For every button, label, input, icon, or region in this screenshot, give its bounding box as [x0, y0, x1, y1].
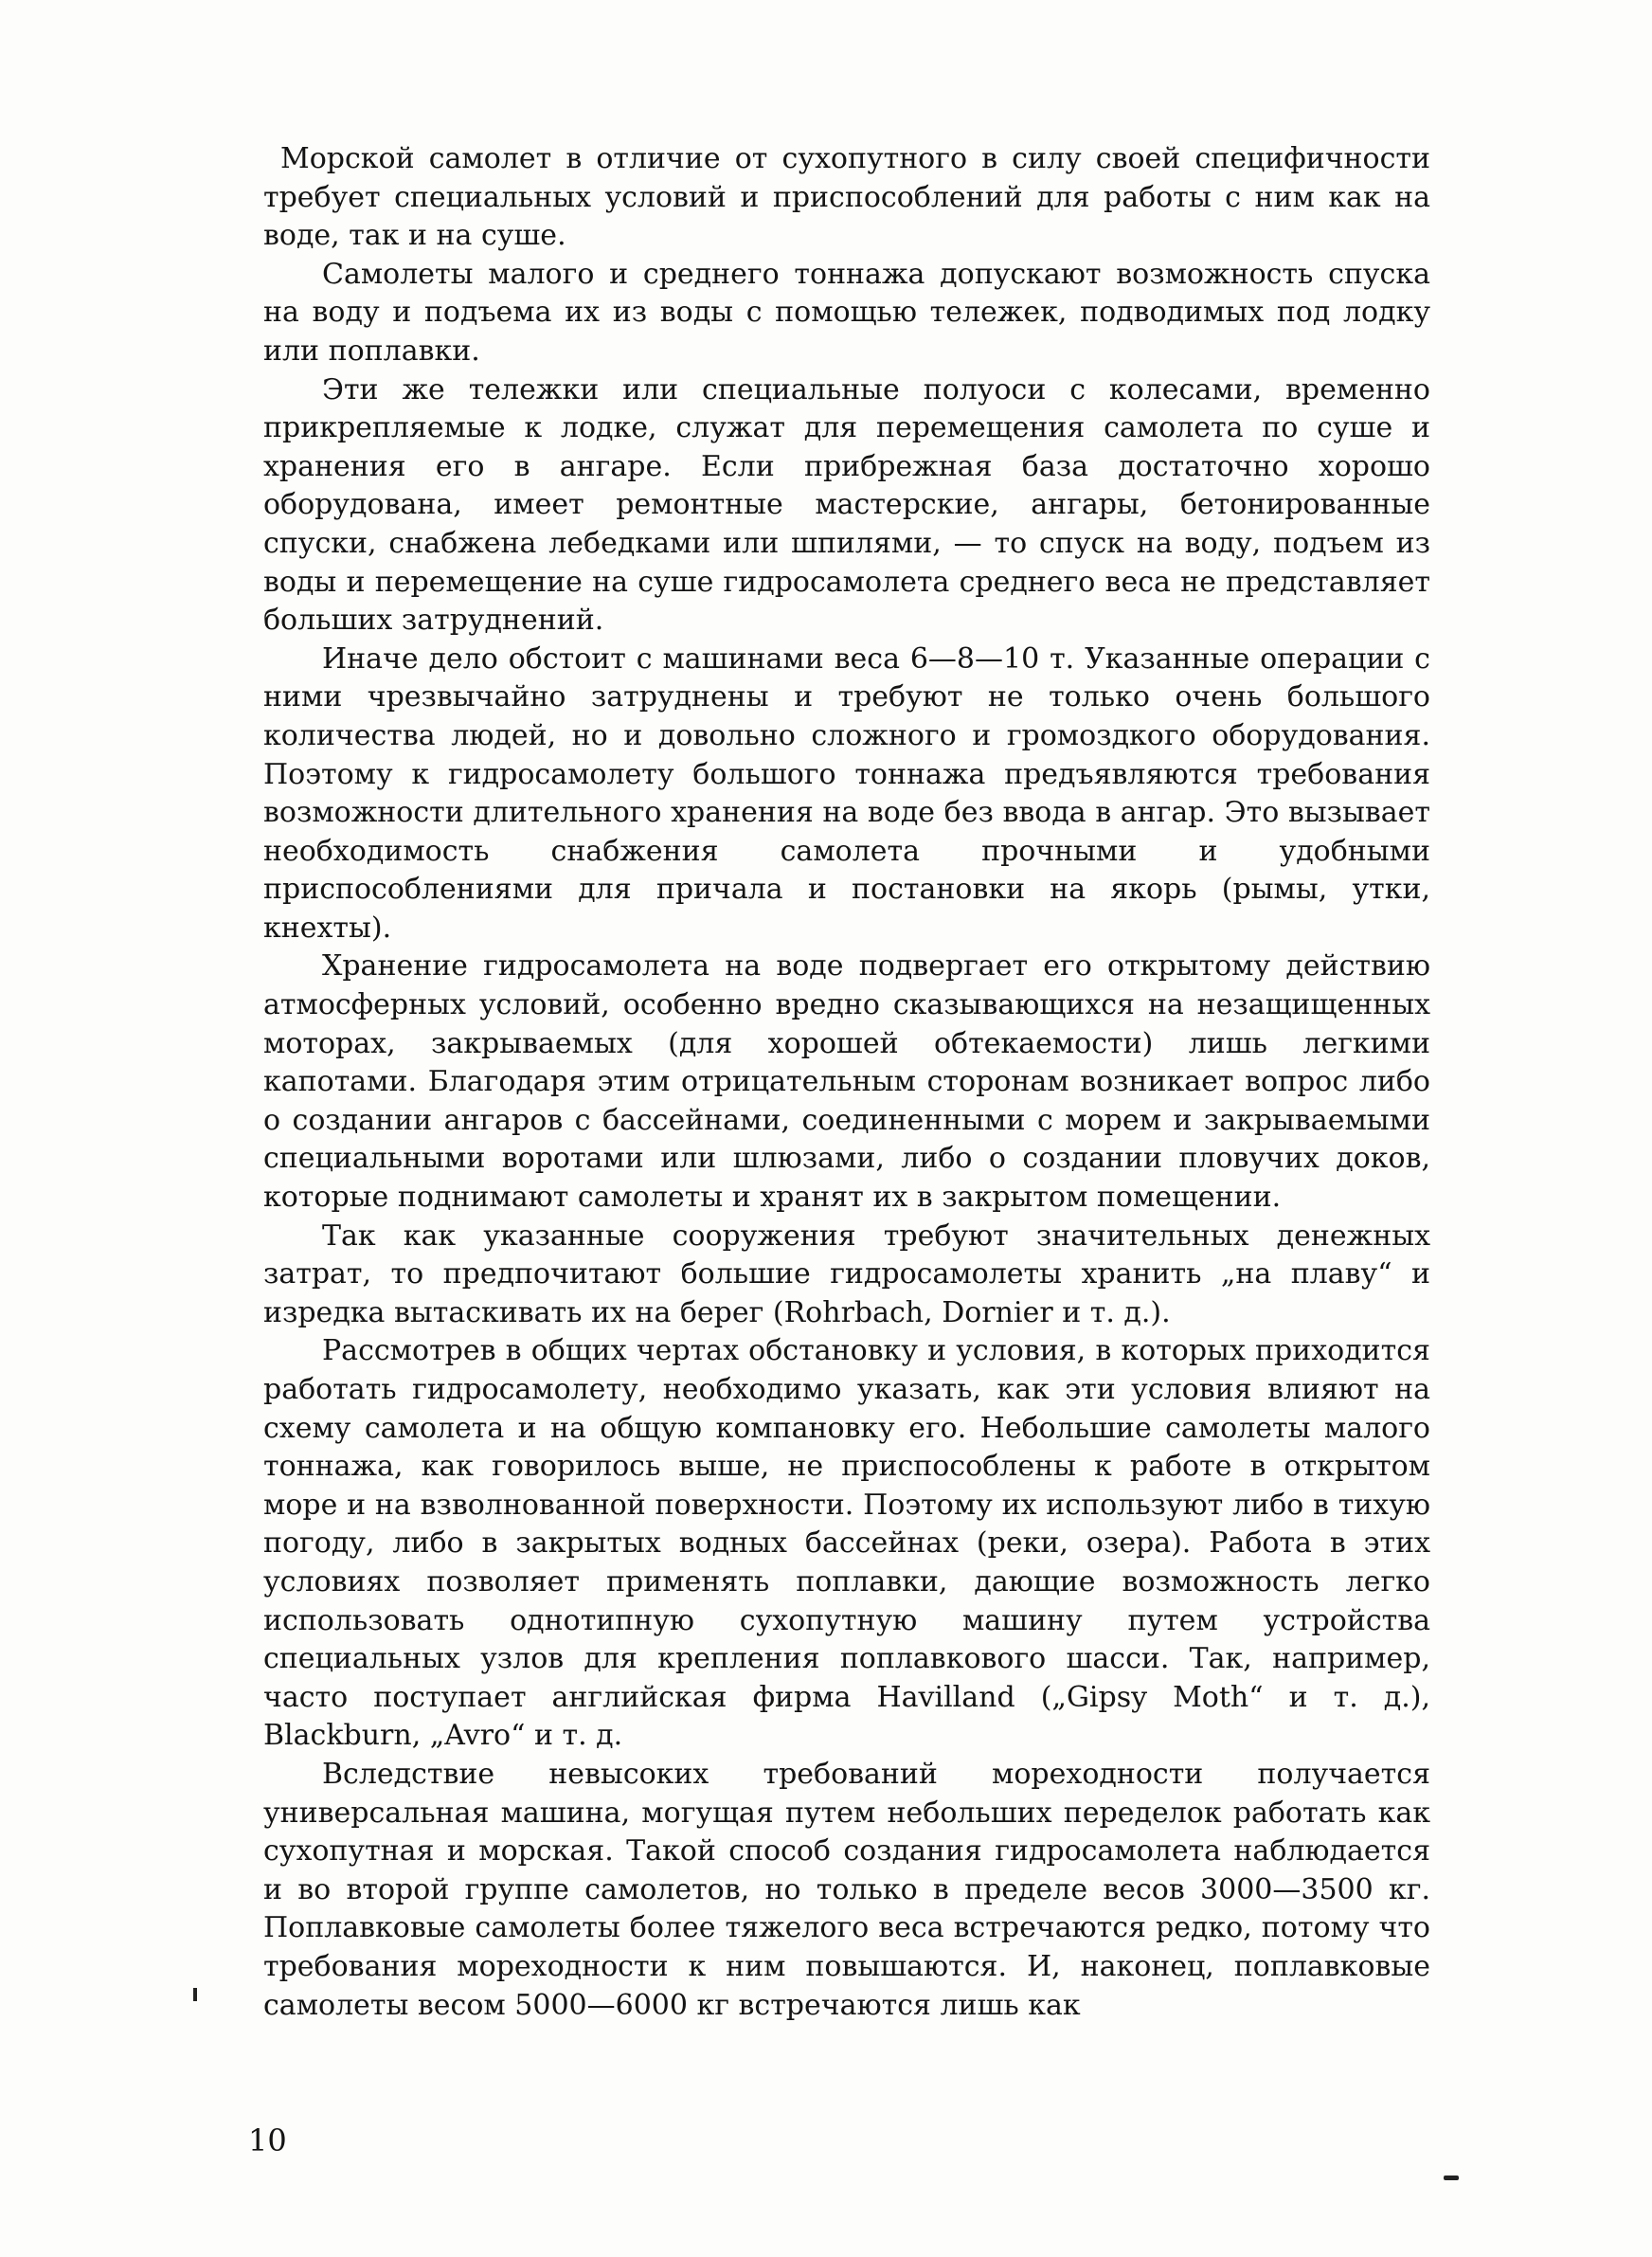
scan-mark-right	[1444, 2176, 1459, 2180]
paragraph-6: Так как указанные сооружения требуют значительных денежных затрат, то предпочитают большие гидросамолеты хранить „на плаву“ и изредка вытаскивать их на берег (Rohrbach, Dornier и т. д.).	[263, 1219, 1430, 1329]
paragraph-2: Самолеты малого и среднего тоннажа допускают возможность спуска на воду и подъема их из воды с помощью тележек, подводимых под лодку или поплавки.	[263, 257, 1430, 368]
paragraph-3: Эти же тележки или специальные полуоси с колесами, временно прикрепляемые к лодке, служат для перемещения самолета по суше и хранения его в ангаре. Если прибрежная база достаточно хорошо оборудована, имеет ремонтные мастерские, ангары, бетонированные спуски, снабжена лебедками или шпилями, — то спуск на воду, подъем из воды и перемещение на суше гидросамолета среднего веса не представляет больших затруднений.	[263, 372, 1430, 638]
body-text	[263, 140, 1430, 2025]
paragraph-4: Иначе дело обстоит с машинами веса 6—8—10 т. Указанные операции с ними чрезвычайно затруднены и требуют не только очень большого количества людей, но и довольно сложного и громоздкого оборудования. Поэтому к гидросамолету большого тоннажа предъявляются требования возможности длительного хранения на воде без ввода в ангар. Это вызывает необходимость снабжения самолета прочными и удобными приспособлениями для причала и постановки на якорь (рымы, утки, кнехты).	[263, 641, 1430, 945]
page-number: 10	[248, 2122, 287, 2158]
paragraph-1: Морской самолет в отличие от сухопутного в силу своей специфичности требует специальных условий и приспособлений для работы с ним как на воде, так и на суше.	[263, 142, 1430, 253]
paragraph-8: Вследствие невысоких требований мореходности получается универсальная машина, могущая путем небольших переделок работать как сухопутная и морская. Такой способ создания гидросамолета наблюдается и во второй группе самолетов, но только в пределе весов 3000—3500 кг. Поплавковые самолеты более тяжелого веса встречаются редко, потому что требования мореходности к ним повышаются. И, наконец, поплавковые самолеты весом 5000—6000 кг встречаются лишь как	[263, 1757, 1430, 2022]
paragraph-7: Рассмотрев в общих чертах обстановку и условия, в которых приходится работать гидросамолету, необходимо указать, как эти условия влияют на схему самолета и на общую компановку его. Небольшие самолеты малого тоннажа, как говорилось выше, не приспособлены к работе в открытом море и на взволнованной поверхности. Поэтому их используют либо в тихую погоду, либо в закрытых водных бассейнах (реки, озера). Работа в этих условиях позволяет применять поплавки, дающие возможность легко использовать однотипную сухопутную машину путем устройства специальных узлов для крепления поплавкового шасси. Так, например, часто поступает английская фирма Havilland („Gipsy Moth“ и т. д.), Blackburn, „Avro“ и т. д.	[263, 1334, 1430, 1753]
scan-mark-left	[193, 1988, 197, 2001]
paragraph-5: Хранение гидросамолета на воде подвергает его открытому действию атмосферных условий, особенно вредно сказывающихся на незащищенных моторах, закрываемых (для хорошей обтекаемости) лишь легкими капотами. Благодаря этим отрицательным сторонам возникает вопрос либо о создании ангаров с бассейнами, соединенными с морем и закрываемыми специальными воротами или шлюзами, либо о создании пловучих доков, которые поднимают самолеты и хранят их в закрытом помещении.	[263, 949, 1430, 1215]
